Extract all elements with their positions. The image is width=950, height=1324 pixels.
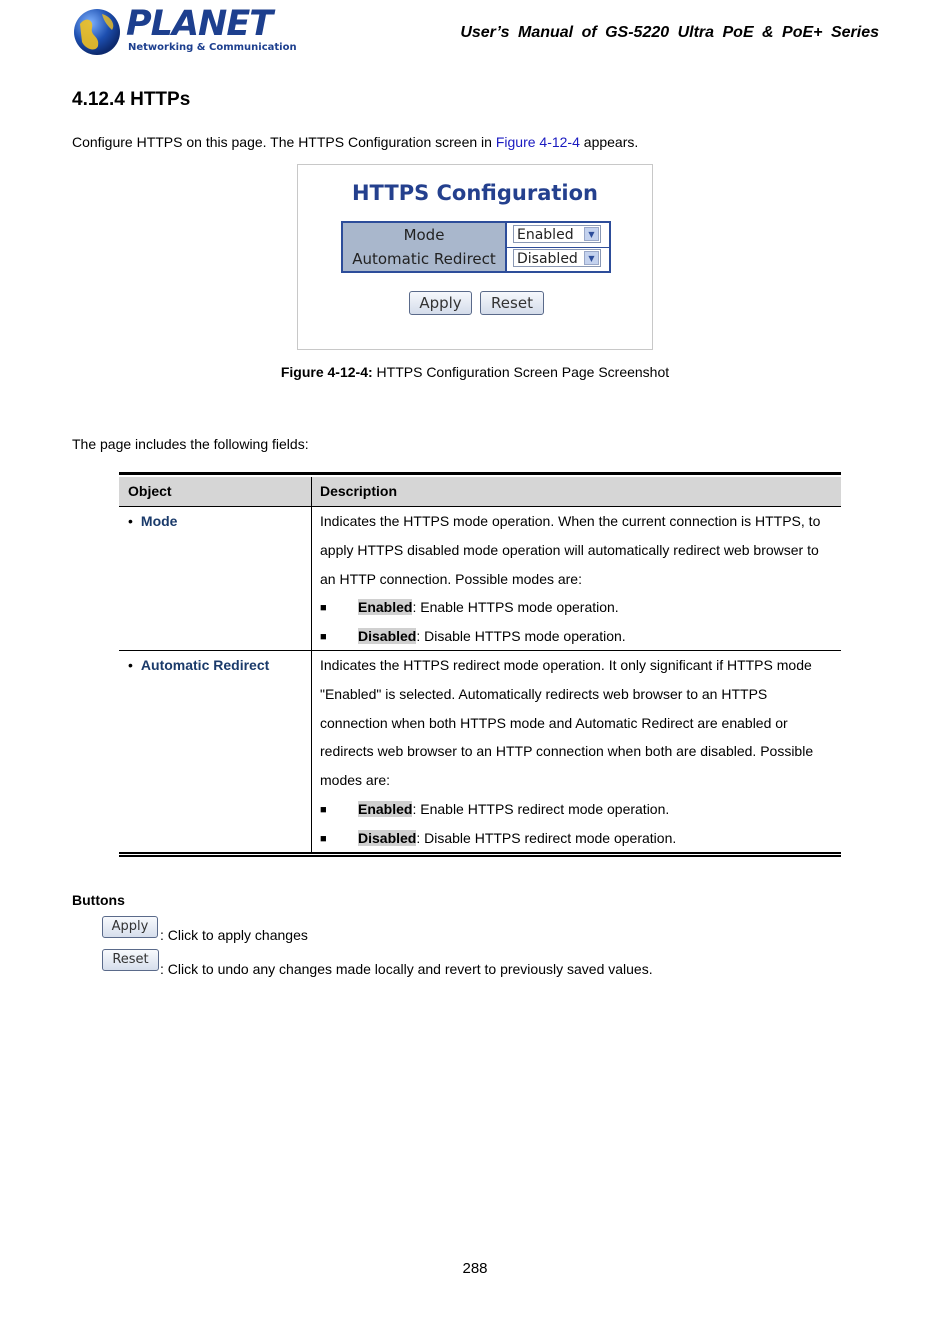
reset-button[interactable]: Reset (480, 291, 544, 315)
https-config-screenshot (297, 164, 653, 350)
reset-description: : Click to undo any changes made locally and revert to previously saved values. (160, 961, 653, 977)
object-mode (128, 513, 177, 529)
redirect-select[interactable] (513, 249, 601, 267)
square-bullet-icon: ■ (320, 631, 327, 643)
option-enabled (358, 599, 619, 615)
description-line: Indicates the HTTPS redirect mode operation. It only significant if HTTPS mode (320, 657, 812, 673)
description-line: Indicates the HTTPS mode operation. When the current connection is HTTPS, to (320, 513, 821, 529)
apply-description: : Click to apply changes (160, 927, 308, 943)
reset-button-sample: Reset (102, 949, 159, 971)
object-automatic-redirect (128, 657, 269, 673)
description-mode (320, 507, 835, 593)
intro-text: Configure HTTPS on this page. The HTTPS Configuration screen in (72, 134, 496, 150)
option-text: : Disable HTTPS redirect mode operation. (416, 830, 677, 846)
description-automatic-redirect (320, 651, 835, 795)
page-number: 288 (462, 1260, 488, 1277)
apply-button-sample: Apply (102, 916, 158, 938)
chevron-down-icon: ▼ (584, 251, 599, 265)
mode-select[interactable] (513, 225, 601, 243)
option-name: Disabled (358, 628, 417, 644)
option-disabled (358, 830, 676, 846)
fields-table (119, 472, 841, 857)
select-value: Enabled (517, 227, 574, 243)
description-line: apply HTTPS disabled mode operation will automatically redirect web browser to (320, 541, 819, 558)
intro-paragraph (72, 134, 638, 150)
option-name: Enabled (358, 599, 413, 615)
header-object: Object (128, 483, 172, 499)
intro-text-end: appears. (579, 134, 639, 150)
description-line: connection when both HTTPS mode and Automatic Redirect are enabled or (320, 714, 788, 731)
table-header (119, 477, 841, 506)
select-value: Disabled (517, 251, 578, 267)
square-bullet-icon: ■ (320, 602, 327, 614)
fields-intro: The page includes the following fields: (72, 436, 309, 452)
section-title: 4.12.4 HTTPs (72, 89, 191, 110)
planet-logo (72, 4, 297, 60)
table-bottom-rule (119, 852, 841, 854)
option-name: Enabled (358, 801, 413, 817)
config-table (341, 221, 611, 273)
caption-label: Figure 4-12-4: (280, 364, 373, 380)
figure-caption (0, 364, 950, 380)
chevron-down-icon: ▼ (584, 227, 599, 241)
header-description: Description (320, 483, 398, 499)
caption-text: HTTPS Configuration Screen Page Screenshot (372, 364, 670, 380)
apply-button[interactable]: Apply (409, 291, 472, 315)
option-text: : Disable HTTPS mode operation. (416, 628, 626, 644)
description-line: modes are: (320, 772, 391, 789)
logo-wordmark: PLANET (126, 4, 273, 44)
buttons-heading: Buttons (72, 892, 125, 908)
globe-icon (72, 6, 122, 58)
square-bullet-icon: ■ (320, 804, 327, 816)
bullet-icon: • (128, 513, 133, 529)
table-top-rule (119, 472, 841, 475)
square-bullet-icon: ■ (320, 833, 327, 845)
bullet-icon: • (128, 657, 133, 673)
screenshot-title: HTTPS Configuration (351, 181, 598, 205)
logo-tagline: Networking & Communication (128, 42, 297, 53)
object-label: Mode (140, 513, 178, 529)
description-line: an HTTP connection. Possible modes are: (320, 570, 582, 587)
option-name: Disabled (358, 830, 417, 846)
manual-title: User’s Manual of GS-5220 Ultra PoE & PoE+ Series (460, 24, 879, 41)
description-line: "Enabled" is selected. Automatically redirects web browser to an HTTPS (320, 685, 768, 702)
config-row-mode (343, 223, 609, 248)
object-label: Automatic Redirect (140, 657, 270, 673)
config-label: Mode (343, 223, 507, 247)
option-text: : Enable HTTPS redirect mode operation. (412, 801, 670, 817)
option-disabled (358, 628, 626, 644)
option-text: : Enable HTTPS mode operation. (412, 599, 619, 615)
config-label: Automatic Redirect (343, 247, 507, 271)
figure-link[interactable]: Figure 4-12-4 (495, 134, 580, 150)
description-line: redirects web browser to an HTTP connection when both are disabled. Possible (320, 743, 814, 760)
column-divider (311, 477, 312, 853)
option-enabled (358, 801, 669, 817)
config-row-redirect (343, 247, 609, 271)
table-bottom-rule (119, 855, 841, 857)
